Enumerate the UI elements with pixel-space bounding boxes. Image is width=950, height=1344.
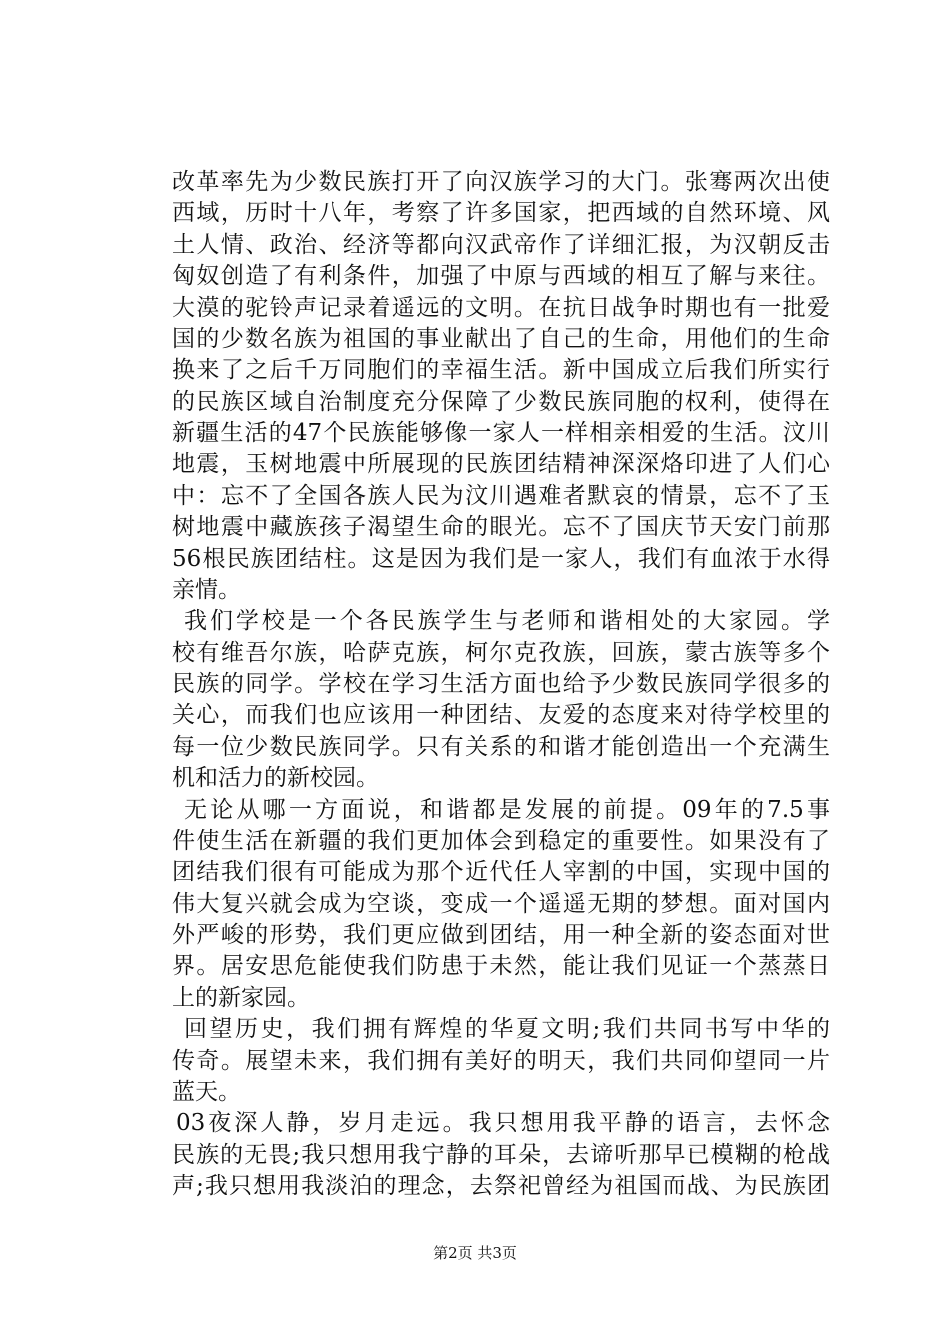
paragraph-1 [172,167,830,606]
text-line: 地震，玉树地震中所展现的民族团结精神深深烙印进了人们心 [172,451,830,478]
page-number-label: 第2页 共3页 [433,1244,517,1262]
text-line: 换来了之后千万同胞们的幸福生活。新中国成立后我们所实行 [172,357,830,384]
text-line: 关心，而我们也应该用一种团结、友爱的态度来对待学校里的 [172,702,830,729]
text-line: 件使生活在新疆的我们更加体会到稳定的重要性。如果没有了 [172,827,830,854]
text-line: 新疆生活的47个民族能够像一家人一样相亲相爱的生活。汶川 [172,420,830,446]
text-line: 伟大复兴就会成为空谈，变成一个遥遥无期的梦想。面对国内 [172,890,830,917]
text-line: 的民族区域自治制度充分保障了少数民族同胞的权利，使得在 [172,388,830,415]
paragraph-5 [172,1108,830,1202]
text-line: 每一位少数民族同学。只有关系的和谐才能创造出一个充满生 [172,733,830,760]
text-line: 我们学校是一个各民族学生与老师和谐相处的大家园。学 [184,608,830,635]
text-line: 03夜深人静，岁月走远。我只想用我平静的语言，去怀念 [176,1110,830,1137]
paragraph-3 [172,795,830,1015]
text-line: 校有维吾尔族，哈萨克族，柯尔克孜族，回族，蒙古族等多个 [172,639,830,666]
text-line: 界。居安思危能使我们防患于未然，能让我们见证一个蒸蒸日 [172,953,830,980]
text-line: 团结我们很有可能成为那个近代任人宰割的中国，实现中国的 [172,859,830,886]
text-line: 西域，历时十八年，考察了许多国家，把西域的自然环境、风 [172,200,830,227]
text-line: 土人情、政治、经济等都向汉武帝作了详细汇报，为汉朝反击 [172,231,830,258]
text-line: 回望历史，我们拥有辉煌的华夏文明;我们共同书写中华的 [184,1016,830,1043]
text-line: 国的少数名族为祖国的事业献出了自己的生命，用他们的生命 [172,325,830,352]
text-line: 改革率先为少数民族打开了向汉族学习的大门。张骞两次出使 [172,169,830,195]
page-footer [0,1243,950,1263]
text-line: 树地震中藏族孩子渴望生命的眼光。忘不了国庆节天安门前那 [172,514,830,541]
text-line: 大漠的驼铃声记录着遥远的文明。在抗日战争时期也有一批爱 [172,294,830,321]
document-body [172,167,830,1202]
text-line: 上的新家园。 [172,984,310,1011]
text-line: 外严峻的形势，我们更应做到团结，用一种全新的姿态面对世 [172,922,830,948]
text-line: 传奇。展望未来，我们拥有美好的明天，我们共同仰望同一片 [172,1047,830,1074]
text-line: 声;我只想用我淡泊的理念，去祭祀曾经为祖国而战、为民族团 [172,1173,830,1199]
text-line: 中：忘不了全国各族人民为汶川遇难者默哀的情景，忘不了玉 [172,482,830,509]
text-line: 机和活力的新校园。 [172,765,379,792]
text-line: 匈奴创造了有利条件，加强了中原与西域的相互了解与来往。 [172,263,830,290]
paragraph-4 [172,1014,830,1108]
paragraph-2 [172,606,830,794]
text-line: 亲情。 [172,576,241,603]
text-line: 56根民族团结柱。这是因为我们是一家人，我们有血浓于水得 [172,545,830,572]
text-line: 民族的同学。学校在学习生活方面也给予少数民族同学很多的 [172,671,830,697]
text-line: 无论从哪一方面说，和谐都是发展的前提。09年的7.5事 [184,796,830,823]
text-line: 蓝天。 [172,1078,241,1105]
text-line: 民族的无畏;我只想用我宁静的耳朵，去谛听那早已模糊的枪战 [172,1141,830,1168]
